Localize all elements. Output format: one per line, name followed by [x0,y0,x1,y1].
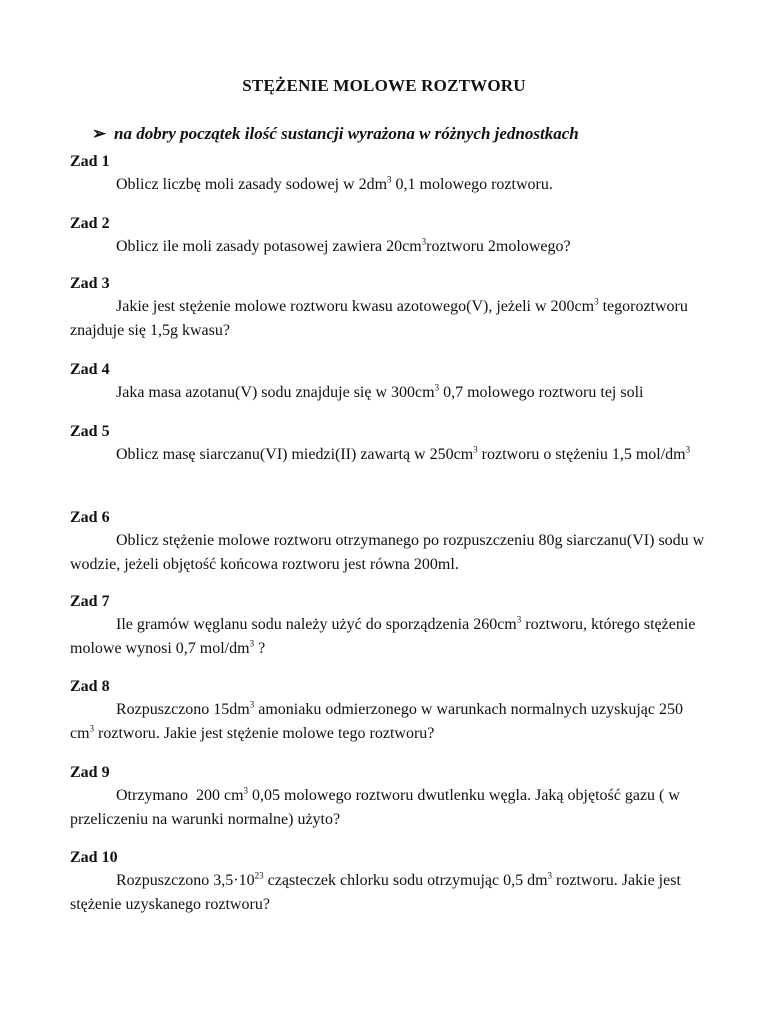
task-10 [70,847,710,917]
task-text: Ile gramów węglanu sodu należy użyć do sporządzenia $260cm^3$ roztworu, którego stężenie molowe wynosi 0,7 mol/$dm^3$ ? [70,614,700,657]
task-text: Oblicz stężenie molowe roztworu otrzymanego po rozpuszczeniu 80g siarczanu(VI) sodu w wodzie, jeżeli objętość końcowa roztworu jest równa 200ml. [70,532,709,573]
task-text: Jakie jest stężenie molowe roztworu kwasu azotowego(V), jeżeli w $200cm^3$ tegoroztworu znajduje się 1,5g kwasu? [70,296,692,339]
task-2 [70,213,710,259]
task-label: Zad 2 [70,215,110,232]
task-label: Zad 10 [70,849,118,866]
task-text: Oblicz liczbę moli zasady sodowej w $2dm^3$ 0,1 molowego roztworu. [116,174,553,193]
task-3 [70,273,710,343]
task-text: Jaka masa azotanu(V) sodu znajduje się w $300cm^3$ 0,7 molowego roztworu tej soli [116,382,644,401]
arrow-bullet-icon: ➢ [92,124,107,143]
task-text: Otrzymano 200 $cm^3$ 0,05 molowego roztworu dwutlenku węgla. Jaką objętość gazu ( w przeliczeniu na warunki normalne) użyto? [70,785,684,828]
task-label: Zad 1 [70,153,110,170]
task-9 [70,762,710,832]
task-label: Zad 8 [70,678,110,695]
task-label: Zad 5 [70,423,110,440]
task-text: Rozpuszczono $3,5\cdot 10^{23}$ cząsteczek chlorku sodu otrzymując 0,5 $dm^3$ roztworu. Jakie jest stężenie uzyskanego roztworu? [70,870,685,913]
task-label: Zad 4 [70,361,110,378]
task-label: Zad 7 [70,593,110,610]
task-7 [70,591,710,661]
task-5 [70,421,710,467]
intro-text: na dobry początek ilość sustancji wyrażona w różnych jednostkach [114,124,579,143]
intro-line [92,124,579,144]
task-text: Rozpuszczono $15dm^3$ amoniaku odmierzonego w warunkach normalnych uzyskując 250 $cm^3$ roztworu. Jakie jest stężenie molowe tego roztworu? [70,699,688,742]
task-label: Zad 9 [70,764,110,781]
task-text: Oblicz masę siarczanu(VI) miedzi(II) zawartą w $250cm^3$ roztworu o stężeniu 1,5 mol/$dm^3$ [116,444,691,463]
task-label: Zad 6 [70,509,110,526]
document-title: STĘŻENIE MOLOWE ROZTWORU [242,76,526,95]
task-label: Zad 3 [70,275,110,292]
task-6 [70,507,710,577]
task-8 [70,676,710,746]
task-1 [70,151,710,197]
task-text: Oblicz ile moli zasady potasowej zawiera $20cm^3roztworu$ 2molowego? [116,236,571,255]
task-4 [70,359,710,405]
